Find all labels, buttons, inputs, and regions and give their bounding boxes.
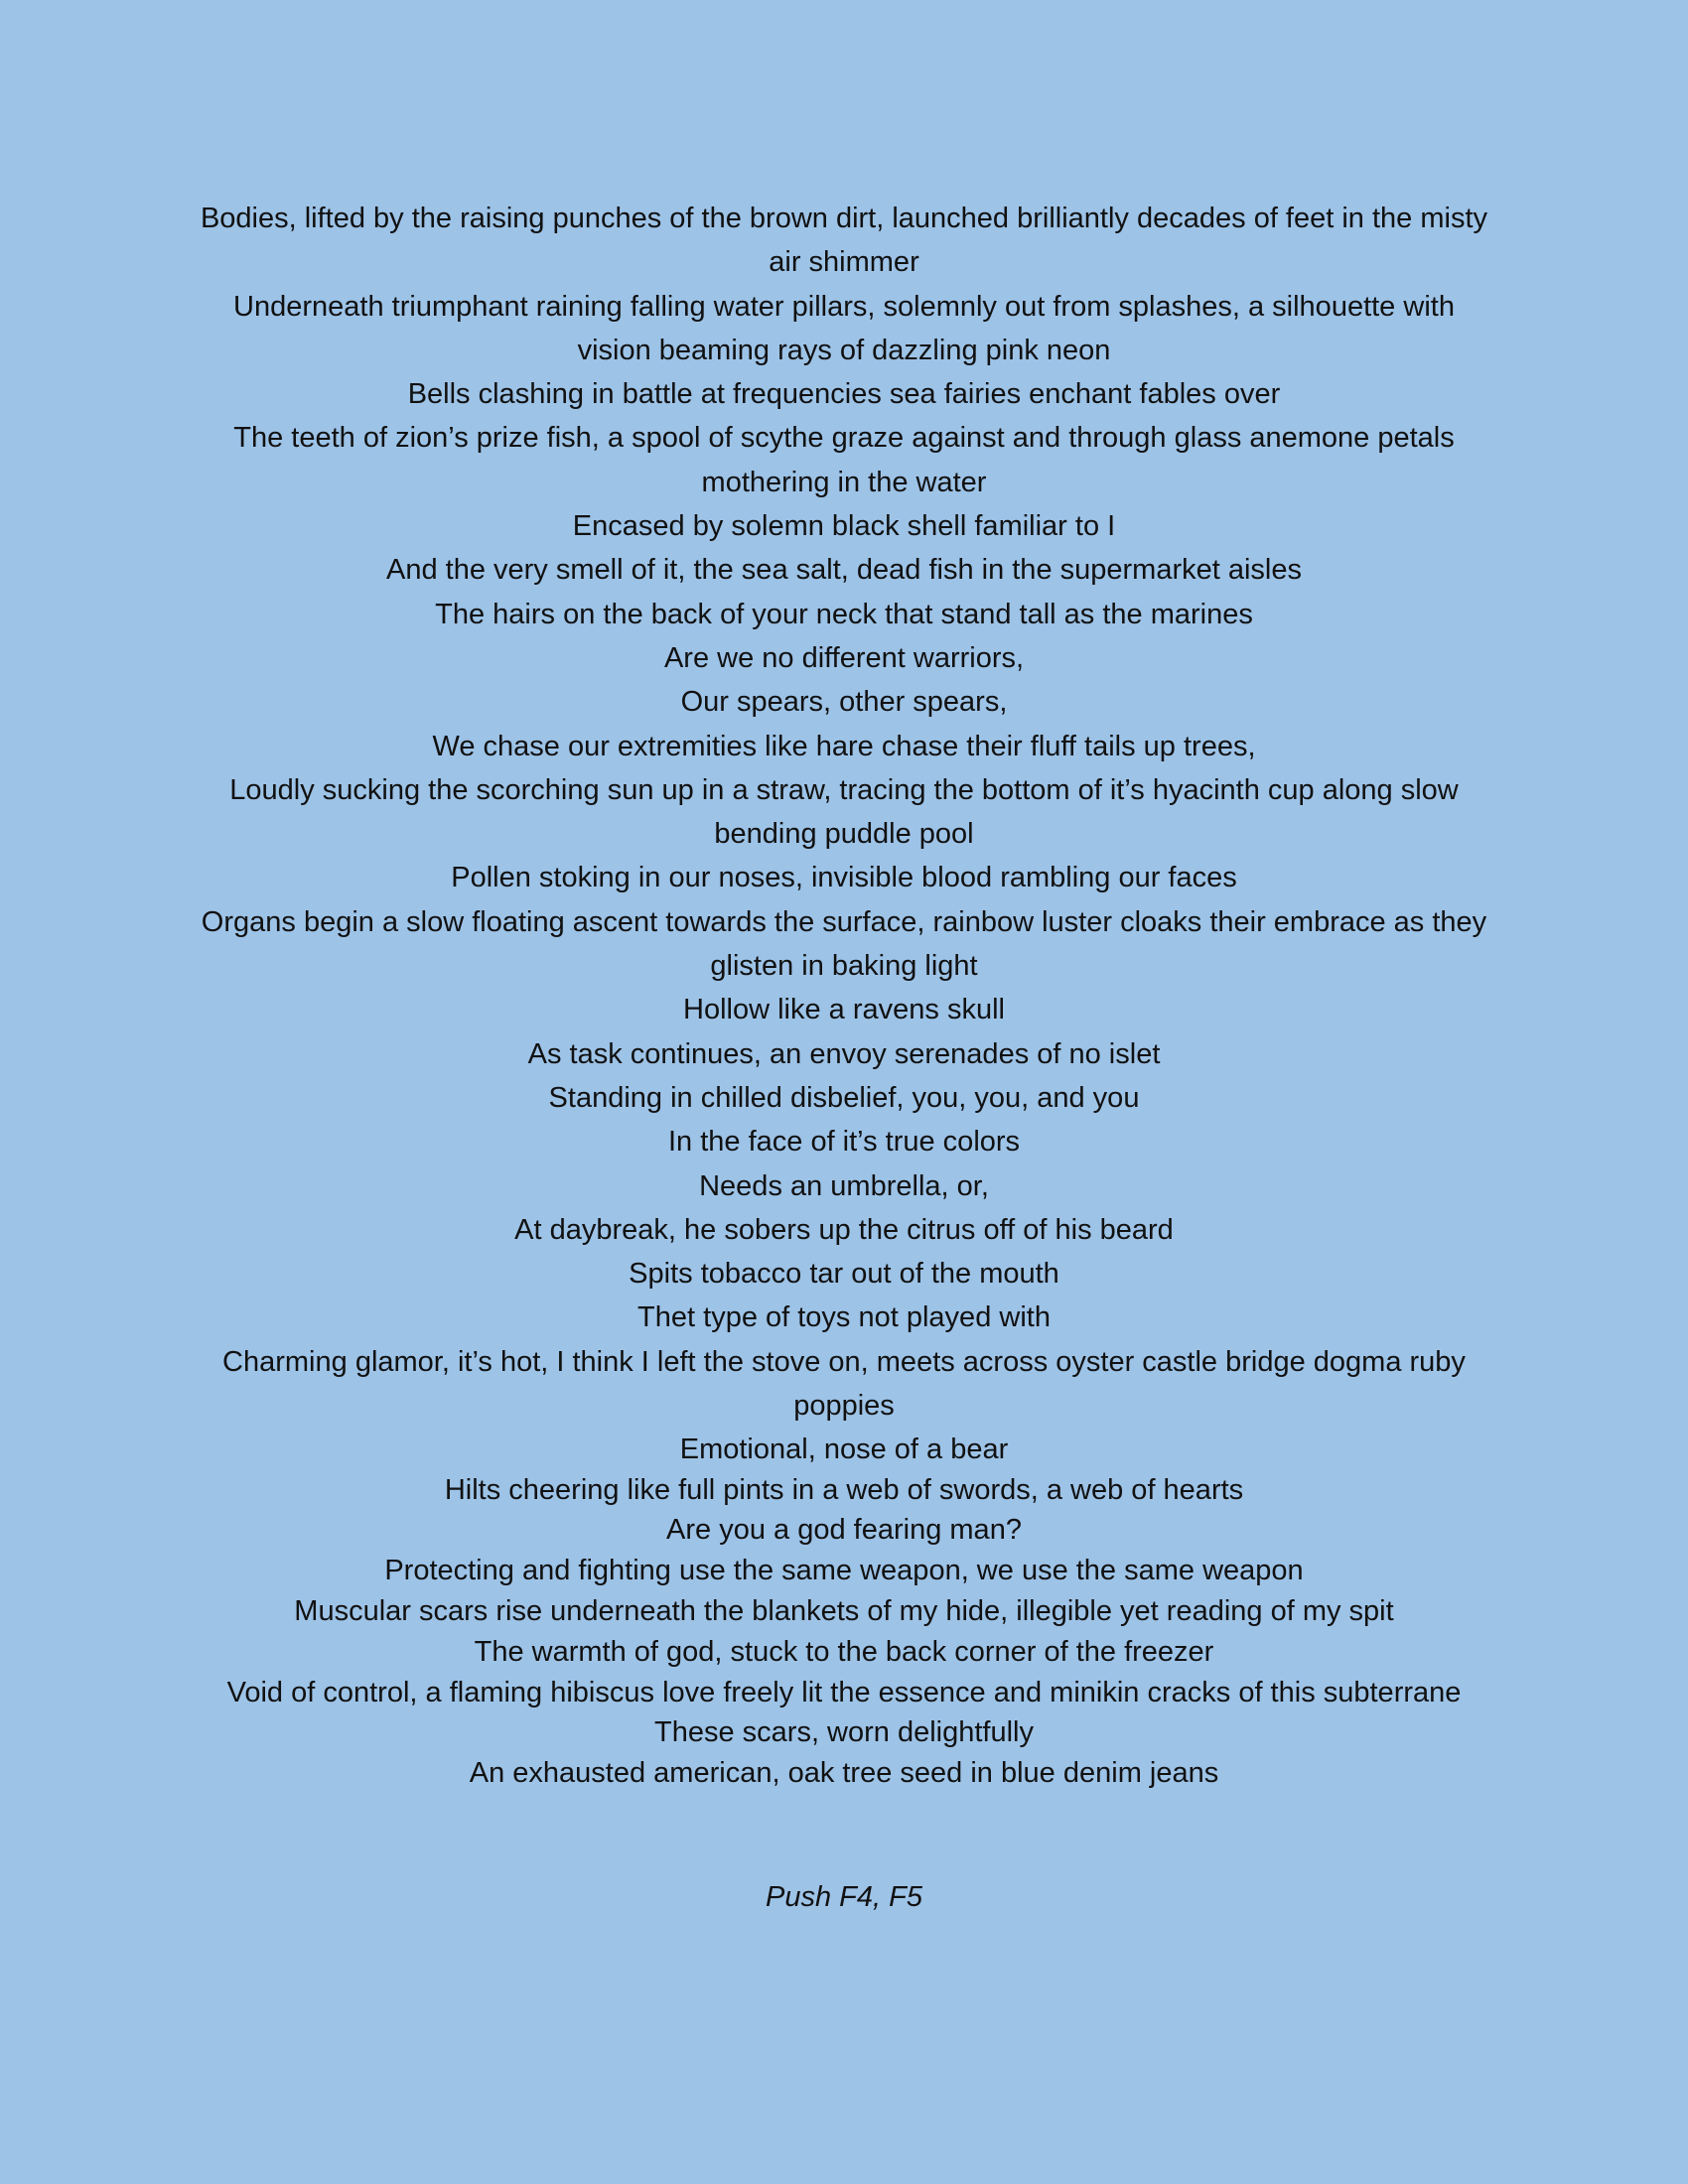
poem-line: Bells clashing in battle at frequencies sea fairies enchant fables over [407,378,1281,411]
poem-line: The teeth of zion’s prize fish, a spool of scythe graze against and through glass anemone petals mothering in the water [233,422,1455,498]
poem-line: The warmth of god, stuck to the back corner of the freezer [474,1635,1214,1668]
poem [199,197,1489,1794]
poem-line: As task continues, an envoy serenades of no islet [527,1037,1161,1070]
poem-line: Charming glamor, it’s hot, I think I left the stove on, meets across oyster castle bridge dogma ruby poppies [222,1345,1466,1423]
poem-line: Hilts cheering like full pints in a web of swords, a web of hearts [444,1473,1244,1506]
poem-line: We chase our extremities like hare chase their fluff tails up trees, [432,730,1256,762]
poem-section-2 [199,1470,1489,1794]
poem-line: In the face of it’s true colors [667,1126,1021,1159]
poem-line: Are we no different warriors, [663,641,1025,674]
poem-line: Encased by solemn black shell familiar to I [572,510,1116,543]
poem-line: Protecting and fighting use the same weapon, we use the same weapon [384,1555,1304,1587]
poem-line: Our spears, other spears, [680,686,1008,719]
poem-line: Organs begin a slow floating ascent towards the surface, rainbow luster cloaks their embrace as they glisten in baking light [201,905,1487,983]
poem-line: And the very smell of it, the sea salt, dead fish in the supermarket aisles [385,554,1302,587]
poem-line: The hairs on the back of your neck that stand tall as the marines [435,598,1253,630]
poem-line: Standing in chilled disbelief, you, you, and you [548,1081,1140,1114]
poem-line: Muscular scars rise underneath the blankets of my hide, illegible yet reading of my spit [294,1595,1394,1627]
poem-line: Pollen stoking in our noses, invisible blood rambling our faces [451,862,1237,894]
poem-line: Hollow like a ravens skull [683,994,1005,1026]
poem-line: These scars, worn delightfully [654,1716,1034,1749]
poem-line: Emotional, nose of a bear [679,1433,1009,1466]
poem-line: Spits tobacco tar out of the mouth [629,1258,1059,1291]
poem-line: Thet type of toys not played with [637,1301,1051,1334]
poem-line: Bodies, lifted by the raising punches of the brown dirt, launched brilliantly decades of feet in the misty air shimmer [200,203,1488,279]
poem-line: Void of control, a flaming hibiscus love freely lit the essence and minikin cracks of this subterrane [226,1676,1462,1708]
poem-section-1 [199,197,1489,1472]
poem-line: Are you a god fearing man? [666,1514,1022,1547]
poem-line: Loudly sucking the scorching sun up in a straw, tracing the bottom of it’s hyacinth cup along slow bending puddle pool [229,773,1459,851]
poem-line: An exhausted american, oak tree seed in blue denim jeans [469,1757,1219,1790]
closing-note: Push F4, F5 [766,1881,922,1913]
poem-line: At daybreak, he sobers up the citrus off of his beard [514,1213,1174,1246]
poem-line: Needs an umbrella, or, [699,1169,989,1202]
poem-line: Underneath triumphant raining falling water pillars, solemnly out from splashes, a silhouette with vision beaming rays of dazzling pink neon [233,290,1455,366]
